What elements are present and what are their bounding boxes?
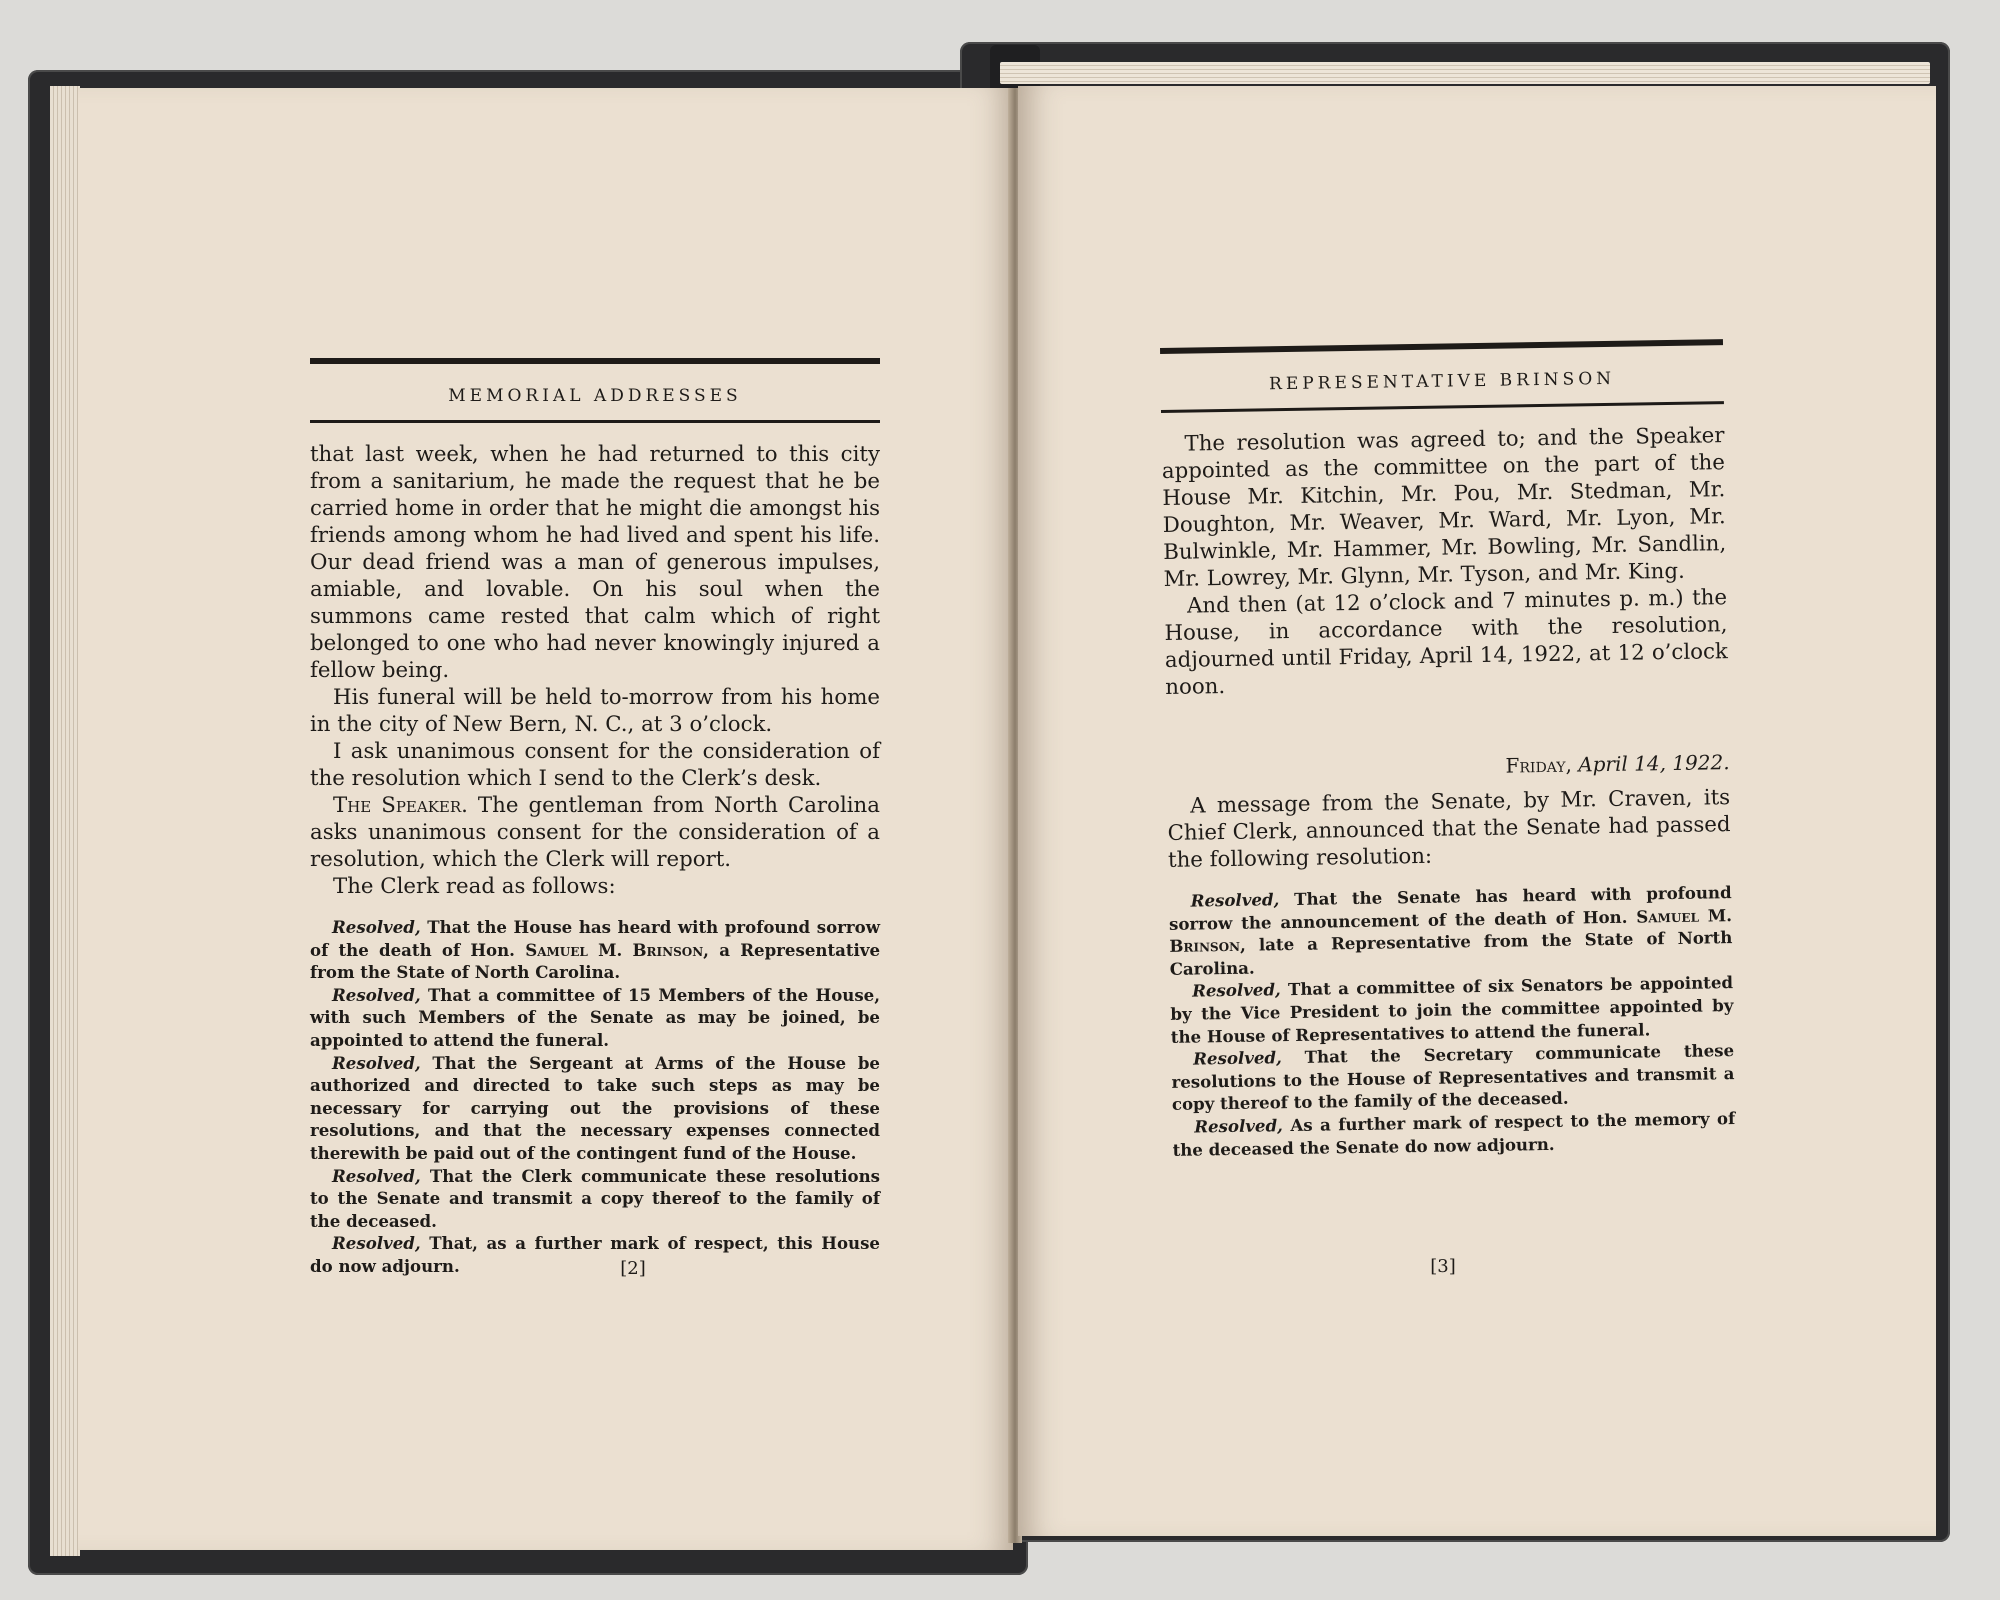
page-number: [3] <box>1430 1256 1456 1277</box>
body-text <box>310 441 880 900</box>
date-day: Friday, <box>1505 752 1573 778</box>
speaker-text: The gentleman from North Carolina asks unanimous consent for the consideration of a resolution, which the Clerk will report. <box>310 793 880 872</box>
resolved-label: Resolved, <box>1191 979 1281 1001</box>
clerk-line: The Clerk read as follows: <box>333 874 616 899</box>
page-edges-top <box>1000 62 1930 84</box>
right-text-column <box>1160 348 1736 1161</box>
resolution-text: That the Sergeant at Arms of the House be authorized and directed to take such steps as may be necessary for carrying out the provisions of these resolutions, and that the necessary expenses connected therewith be paid out of the contingent fund of the House. <box>310 1052 880 1163</box>
speaker-label: The Speaker. <box>333 793 468 818</box>
resolution <box>1171 1039 1735 1116</box>
paragraph: His funeral will be held to-morrow from his home in the city of New Bern, N. C., at 3 o’clock. <box>310 685 880 737</box>
resolution-text: late a Representative from the State of North Carolina. <box>1169 927 1733 979</box>
message-text <box>1167 784 1731 874</box>
resolved-label: Resolved, <box>1194 1115 1284 1137</box>
speaker-paragraph <box>310 792 880 873</box>
resolution-text: That a committee of 15 Members of the House, with such Members of the Senate as may be joined, be appointed to attend the funeral. <box>310 984 881 1050</box>
left-page <box>78 88 1013 1550</box>
left-text-column <box>310 358 880 1278</box>
dateline <box>1166 750 1729 783</box>
resolution-text: a Representative from the State of North Carolina. <box>310 939 881 983</box>
page-number: [2] <box>620 1258 646 1279</box>
paragraph: The resolution was agreed to; and the Speaker appointed as the committee on the part of the House Mr. Kitchin, Mr. Pou, Mr. Stedman, Mr. Doughton, Mr. Weaver, Mr. Ward, Mr. Lyon, Mr. Bulwinkle, Mr. Hammer, Mr. Bowling, Mr. Sandlin, Mr. Lowrey, Mr. Glynn, Mr. Tyson, and Mr. King. <box>1161 423 1727 592</box>
paragraph: And then (at 12 o’clock and 7 minutes p. m.) the House, in accordance with the resolution, adjourned until Friday, April 14, 1922, at 12 o’clock noon. <box>1164 585 1729 700</box>
right-page <box>1018 86 1936 1536</box>
paragraph: A message from the Senate, by Mr. Craven, its Chief Clerk, announced that the Senate had passed the following resolution: <box>1167 785 1731 873</box>
header-rule-bottom <box>310 420 880 423</box>
paragraph: I ask unanimous consent for the consideration of the resolution which I send to the Clerk’s desk. <box>310 739 880 791</box>
date-text: April 14, 1922. <box>1578 750 1730 777</box>
resolution-text: That the Secretary communicate these resolutions to the House of Representatives and transmit a copy thereof to the family of the deceased. <box>1171 1040 1735 1115</box>
resolutions-block <box>310 916 880 1278</box>
running-head: REPRESENTATIVE BRINSON <box>1268 368 1616 395</box>
resolution <box>310 984 880 1052</box>
running-head: MEMORIAL ADDRESSES <box>448 386 742 406</box>
honoree-name: Samuel M. Brinson, <box>525 939 709 960</box>
resolution <box>1169 881 1733 980</box>
resolution-text: That the House has heard with profound sorrow of the death of Hon. <box>310 917 880 960</box>
resolution <box>310 916 880 984</box>
resolution-text: That, as a further mark of respect, this House do now adjourn. <box>310 1233 880 1276</box>
resolved-label: Resolved, <box>1193 1047 1282 1069</box>
body-text <box>1161 422 1728 701</box>
resolutions-block <box>1169 881 1736 1161</box>
resolved-label: Resolved, <box>332 1052 421 1073</box>
resolution <box>310 1052 880 1165</box>
page-edges-left <box>50 86 80 1556</box>
paragraph: that last week, when he had returned to this city from a sanitarium, he made the request that he be carried home in order that he might die amongst his friends among whom he had lived and spent his life. Our dead friend was a man of generous impulses, amiable, and lovable. On his soul when the summons came rested that calm which of right belonged to one who had never knowingly injured a fellow being. <box>310 442 880 683</box>
resolution <box>1172 1107 1736 1161</box>
resolved-label: Resolved, <box>332 917 421 937</box>
resolved-label: Resolved, <box>332 984 421 1005</box>
resolution <box>310 1165 880 1233</box>
resolution-text: That the Clerk communicate these resolutions to the Senate and transmit a copy thereof to the family of the deceased. <box>310 1165 880 1231</box>
resolved-label: Resolved, <box>1190 889 1280 911</box>
resolution-text: As a further mark of respect to the memory of the deceased the Senate do now adjourn. <box>1172 1107 1736 1160</box>
resolution-text: That a committee of six Senators be appointed by the Vice President to join the committee appointed by the House of Representatives to attend the funeral. <box>1170 972 1734 1047</box>
resolution-text: That the Senate has heard with profound sorrow the announcement of the death of Hon. <box>1168 882 1732 934</box>
honoree-name: Samuel M. Brinson, <box>1169 904 1733 957</box>
resolved-label: Resolved, <box>332 1233 421 1254</box>
resolved-label: Resolved, <box>332 1165 421 1186</box>
resolution <box>1170 971 1734 1048</box>
